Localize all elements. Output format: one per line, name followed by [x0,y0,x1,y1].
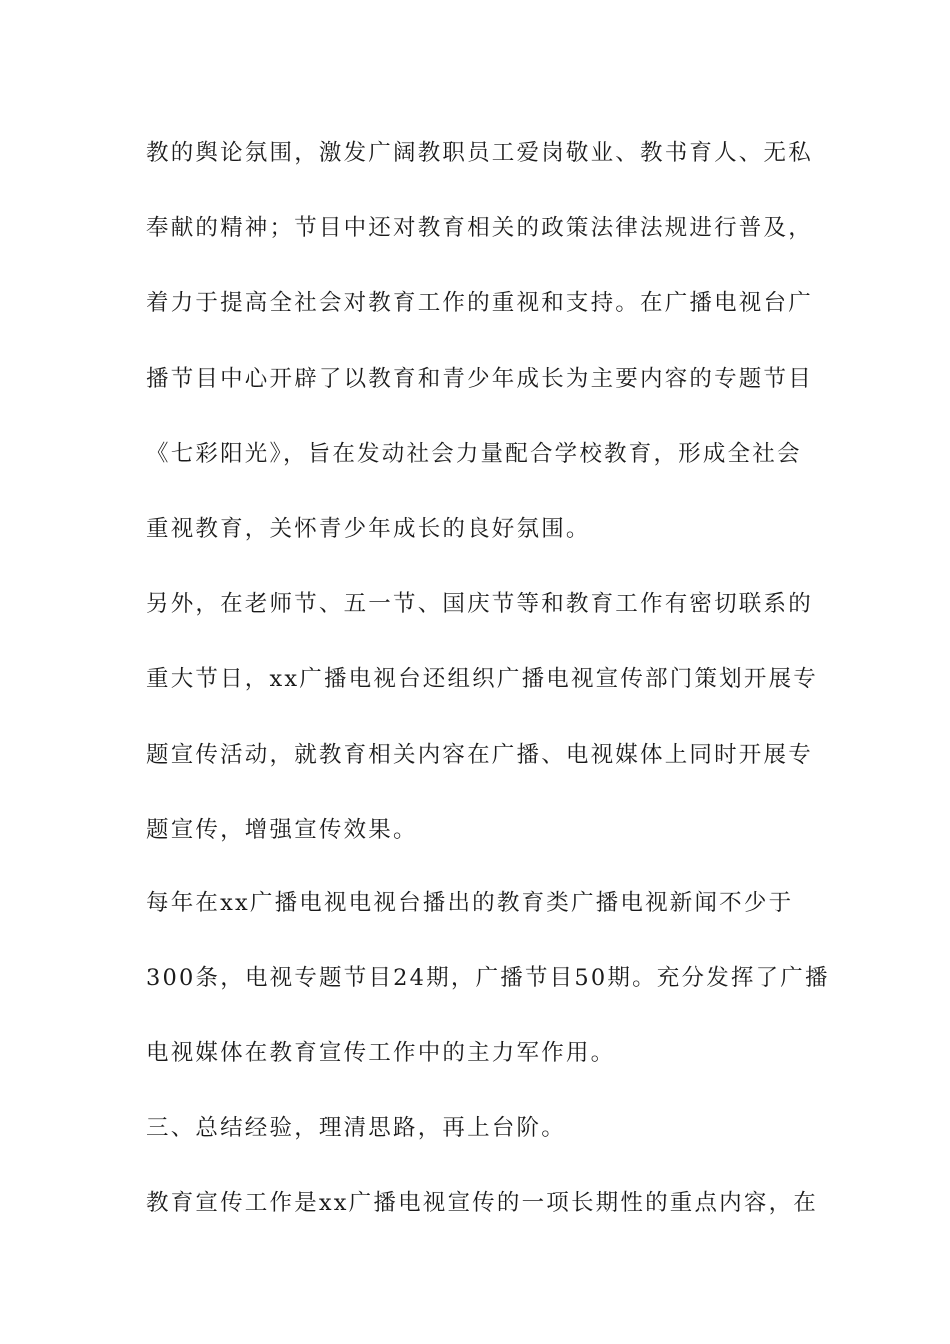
text-line: 奉献的精神；节目中还对教育相关的政策法律法规进行普及， [146,215,813,241]
text-line: 重大节日，xx广播电视台还组织广播电视宣传部门策划开展专 [146,666,818,692]
text-line: 重视教育，关怀青少年成长的良好氛围。 [146,516,591,542]
text-line: 题宣传活动，就教育相关内容在广播、电视媒体上同时开展专 [146,742,813,768]
paragraph-start-line: 教育宣传工作是xx广播电视宣传的一项长期性的重点内容，在 [146,1190,818,1216]
text-line: 《七彩阳光》，旨在发动社会力量配合学校教育，形成全社会 [146,441,802,467]
paragraph-start-line: 每年在xx广播电视电视台播出的教育类广播电视新闻不少于 [146,890,794,916]
text-line: 电视媒体在教育宣传工作中的主力军作用。 [146,1040,616,1066]
text-line: 着力于提高全社会对教育工作的重视和支持。在广播电视台广 [146,290,813,316]
paragraph-start-line: 另外，在老师节、五一节、国庆节等和教育工作有密切联系的 [146,591,813,617]
text-line: 播节目中心开辟了以教育和青少年成长为主要内容的专题节目 [146,366,813,392]
section-heading: 三、总结经验，理清思路，再上台阶。 [146,1115,566,1141]
text-line: 教的舆论氛围，激发广阔教职员工爱岗敬业、教书育人、无私 [146,140,813,166]
text-line: 题宣传，增强宣传效果。 [146,817,418,843]
text-line: 300条，电视专题节目24期，广播节目50期。充分发挥了广播 [146,965,830,991]
